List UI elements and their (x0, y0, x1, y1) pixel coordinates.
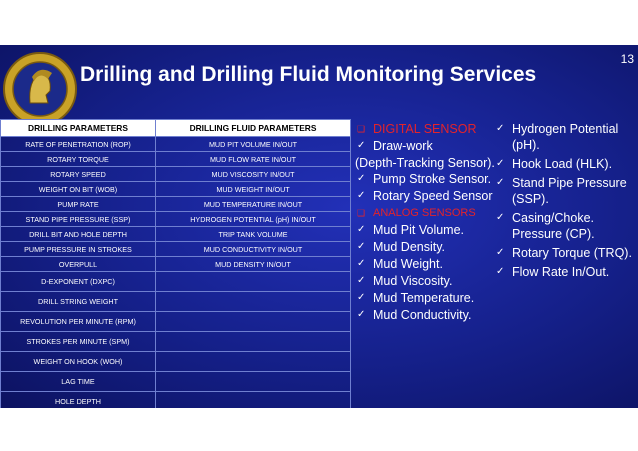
table-header-row (1, 120, 351, 137)
list-item (494, 264, 638, 280)
sensor-label: Hook Load (HLK). (512, 157, 613, 171)
table-row (1, 167, 351, 182)
table-row (1, 197, 351, 212)
table-row (1, 212, 351, 227)
drilling-parameter-cell: WEIGHT ON HOOK (WOH) (1, 352, 156, 372)
fluid-parameter-cell: HYDROGEN POTENTIAL (pH) IN/OUT (156, 212, 351, 227)
analog-sensors-heading: ANALOG SENSORS (373, 207, 476, 219)
fluid-parameter-cell (156, 292, 351, 312)
check-icon: ✓ (496, 158, 505, 169)
list-item (355, 155, 495, 171)
university-seal-logo (2, 51, 78, 127)
list-item (355, 290, 495, 306)
table-row (1, 272, 351, 292)
drilling-parameter-cell: HOLE DEPTH (1, 392, 156, 409)
rotary-speed-label: Rotary Speed Sensor (373, 189, 493, 203)
sensor-label: Mud Viscosity. (373, 274, 453, 288)
sensor-label: Rotary Torque (TRQ). (512, 246, 632, 260)
list-item (355, 171, 495, 187)
drilling-parameter-cell: WEIGHT ON BIT (WOB) (1, 182, 156, 197)
table-row (1, 257, 351, 272)
square-bullet-icon: ❑ (357, 124, 366, 134)
drilling-parameter-cell: STROKES PER MINUTE (SPM) (1, 332, 156, 352)
drilling-parameter-cell: RATE OF PENETRATION (ROP) (1, 137, 156, 152)
sensor-list-right (494, 121, 638, 283)
table-row (1, 137, 351, 152)
list-item (494, 175, 638, 207)
depth-tracking-label: (Depth-Tracking Sensor). (355, 156, 495, 170)
analog-sensor-list (355, 222, 495, 323)
check-icon: ✓ (496, 247, 505, 258)
fluid-parameter-cell (156, 352, 351, 372)
list-item (355, 138, 495, 154)
fluid-parameter-cell: MUD TEMPERATURE IN/OUT (156, 197, 351, 212)
table-row (1, 242, 351, 257)
drilling-parameter-cell: PUMP PRESSURE IN STROKES (1, 242, 156, 257)
drilling-parameter-cell: DRILL BIT AND HOLE DEPTH (1, 227, 156, 242)
drilling-parameter-cell: DRILL STRING WEIGHT (1, 292, 156, 312)
fluid-parameter-cell: MUD DENSITY IN/OUT (156, 257, 351, 272)
parameters-table (0, 119, 351, 408)
sensor-label: Flow Rate In/Out. (512, 265, 610, 279)
check-icon: ✓ (357, 173, 366, 184)
table-body (1, 137, 351, 409)
fluid-parameter-cell: MUD CONDUCTIVITY IN/OUT (156, 242, 351, 257)
fluid-parameter-cell (156, 392, 351, 409)
table-row (1, 152, 351, 167)
check-icon: ✓ (357, 140, 366, 151)
list-item (355, 239, 495, 255)
sensor-label: Mud Conductivity. (373, 308, 472, 322)
check-icon: ✓ (357, 292, 366, 303)
fluid-parameter-cell: MUD PIT VOLUME IN/OUT (156, 137, 351, 152)
list-item (355, 222, 495, 238)
digital-sensor-heading: DIGITAL SENSOR (373, 122, 477, 136)
check-icon: ✓ (496, 177, 505, 188)
sensor-list-left (355, 121, 495, 324)
list-item (355, 205, 495, 221)
drilling-parameter-cell: PUMP RATE (1, 197, 156, 212)
sensor-label: Mud Pit Volume. (373, 223, 465, 237)
fluid-parameter-cell (156, 312, 351, 332)
list-item (355, 121, 495, 137)
table-row (1, 182, 351, 197)
sensor-label: Mud Temperature. (373, 291, 475, 305)
table-row (1, 227, 351, 242)
slide (0, 45, 638, 408)
drilling-parameter-cell: ROTARY SPEED (1, 167, 156, 182)
list-item (355, 307, 495, 323)
fluid-parameter-cell (156, 332, 351, 352)
square-bullet-icon: ❑ (357, 208, 366, 218)
check-icon: ✓ (496, 266, 505, 277)
sensor-label: Mud Weight. (373, 257, 443, 271)
drilling-parameter-cell: LAG TIME (1, 372, 156, 392)
page-title: Drilling and Drilling Fluid Monitoring Services (80, 63, 537, 86)
sensor-label: Stand Pipe Pressure (SSP). (512, 176, 627, 206)
table-row (1, 332, 351, 352)
sensor-label: Casing/Choke. Pressure (CP). (512, 211, 595, 241)
table-header-drilling: DRILLING PARAMETERS (1, 120, 156, 137)
drilling-parameter-cell: REVOLUTION PER MINUTE (RPM) (1, 312, 156, 332)
list-item (355, 273, 495, 289)
fluid-parameter-cell: MUD VISCOSITY IN/OUT (156, 167, 351, 182)
check-icon: ✓ (357, 309, 366, 320)
list-item (355, 188, 495, 204)
drilling-parameter-cell: STAND PIPE PRESSURE (SSP) (1, 212, 156, 227)
fluid-parameter-cell (156, 372, 351, 392)
check-icon: ✓ (357, 258, 366, 269)
list-item (494, 210, 638, 242)
check-icon: ✓ (357, 241, 366, 252)
check-icon: ✓ (357, 190, 366, 201)
table-row (1, 392, 351, 409)
check-icon: ✓ (357, 224, 366, 235)
table-row (1, 352, 351, 372)
pump-stroke-label: Pump Stroke Sensor. (373, 172, 492, 186)
fluid-parameter-cell (156, 272, 351, 292)
drilling-parameter-cell: ROTARY TORQUE (1, 152, 156, 167)
drilling-parameter-cell: OVERPULL (1, 257, 156, 272)
list-item (494, 156, 638, 172)
table-row (1, 372, 351, 392)
drilling-parameter-cell: D-EXPONENT (DXPC) (1, 272, 156, 292)
sensor-label: Hydrogen Potential (pH). (512, 122, 619, 152)
table-row (1, 312, 351, 332)
sensor-label: Mud Density. (373, 240, 446, 254)
fluid-parameter-cell: TRIP TANK VOLUME (156, 227, 351, 242)
table-row (1, 292, 351, 312)
slide-number: 13 (620, 52, 634, 66)
check-icon: ✓ (496, 212, 505, 223)
fluid-parameter-cell: MUD FLOW RATE IN/OUT (156, 152, 351, 167)
check-icon: ✓ (496, 123, 505, 134)
fluid-parameter-cell: MUD WEIGHT IN/OUT (156, 182, 351, 197)
list-item (494, 245, 638, 261)
list-item (494, 121, 638, 153)
check-icon: ✓ (357, 275, 366, 286)
draw-work-label: Draw-work (373, 139, 433, 153)
list-item (355, 256, 495, 272)
table-header-fluid: DRILLING FLUID PARAMETERS (156, 120, 351, 137)
